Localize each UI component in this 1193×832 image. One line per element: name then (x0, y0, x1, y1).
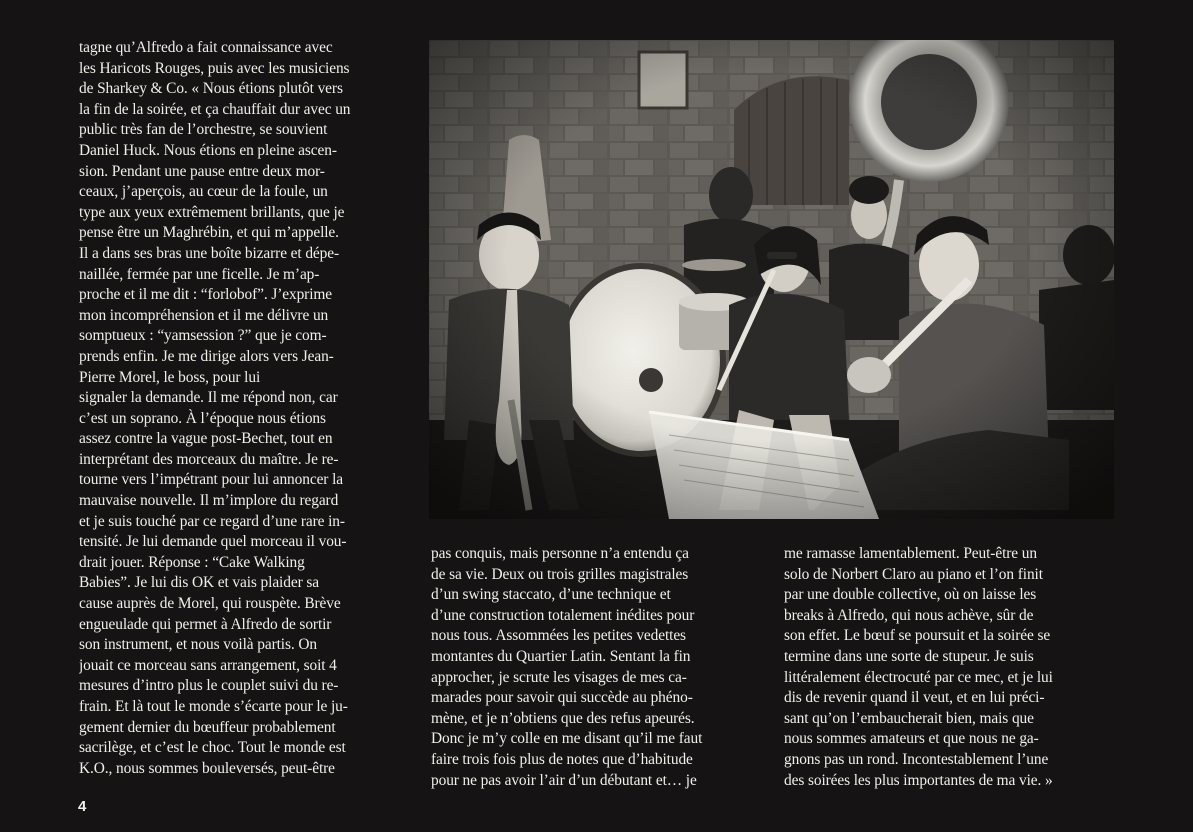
text-line: frain. Et là tout le monde s’écarte pour le ju- (79, 698, 348, 715)
text-line: Pierre Morel, le boss, pour lui (79, 368, 261, 386)
text-line: termine dans une sorte de stupeur. Je suis (784, 647, 1034, 665)
text-line: sant qu’on l’embaucherait bien, mais que (784, 709, 1034, 727)
text-line: gement dernier du bœuffeur probablement (79, 718, 336, 736)
text-line: assez contre la vague post-Bechet, tout en (79, 430, 333, 448)
text-line: tensité. Je lui demande quel morceau il vou- (79, 533, 347, 551)
text-column-3 (784, 544, 1119, 791)
text-line: d’une construction totalement inédites pour (431, 606, 695, 624)
text-line: Donc je m’y colle en me disant qu’il me faut (431, 730, 703, 748)
text-line: la fin de la soirée, et ça chauffait dur avec un (79, 100, 351, 118)
text-line: son instrument, et nous voilà partis. On (79, 636, 317, 654)
text-line: sion. Pendant une pause entre deux mor- (79, 162, 325, 180)
text-line: pas conquis, mais personne n’a entendu ça (431, 545, 689, 562)
text-line: faire trois fois plus de notes que d’habitude (431, 750, 693, 768)
text-line: drait jouer. Réponse : “Cake Walking (79, 553, 305, 571)
text-line: nous sommes amateurs et que nous ne ga- (784, 730, 1039, 748)
text-line: gnons pas un rond. Incontestablement l’une (784, 750, 1049, 768)
text-line: public très fan de l’orchestre, se souvient (79, 121, 328, 139)
text-line: mène, et je n’obtiens que des refus apeurés. (431, 709, 695, 727)
text-line: dis de revenir quand il veut, et en lui préci- (784, 689, 1045, 707)
text-line: mesures d’intro plus le couplet suivi du re- (79, 677, 339, 695)
text-line: nous tous. Assommées les petites vedettes (431, 627, 686, 645)
text-line: prends enfin. Je me dirige alors vers Jean- (79, 347, 334, 365)
text-line: interprétant des morceaux du maître. Je re- (79, 450, 339, 468)
text-line: breaks à Alfredo, qui nous achève, sûr de (784, 606, 1034, 624)
page-number: 4 (78, 798, 87, 815)
text-line: tourne vers l’impétrant pour lui annoncer la (79, 471, 343, 489)
jazz-band-photo (429, 40, 1114, 519)
text-line: des soirées les plus importantes de ma vie. » (784, 771, 1053, 789)
text-line: Daniel Huck. Nous étions en pleine ascen- (79, 141, 337, 159)
text-column-1 (79, 38, 414, 779)
text-line: solo de Norbert Claro au piano et l’on finit (784, 565, 1043, 583)
text-line: mon incompréhension et il me délivre un (79, 306, 329, 324)
text-line: c’est un soprano. À l’époque nous étions (79, 409, 326, 427)
text-line: Babies”. Je lui dis OK et vais plaider sa (79, 574, 319, 592)
text-line: K.O., nous sommes bouleversés, peut-être (79, 759, 335, 777)
text-line: les Haricots Rouges, puis avec les musiciens (79, 59, 350, 77)
text-line: de sa vie. Deux ou trois grilles magistrales (431, 565, 689, 583)
text-line: approcher, je scrute les visages de mes ca- (431, 668, 687, 686)
text-line: mauvaise nouvelle. Il m’implore du regard (79, 492, 339, 510)
text-line: son effet. Le bœuf se poursuit et la soirée se (784, 627, 1051, 645)
text-line: d’un swing staccato, d’une technique et (431, 586, 671, 604)
text-column-2 (431, 544, 761, 791)
text-line: naillée, fermée par une ficelle. Je m’ap- (79, 265, 320, 283)
text-line: signaler la demande. Il me répond non, car (79, 389, 338, 407)
text-line: Il a dans ses bras une boîte bizarre et dépe- (79, 244, 340, 262)
text-line: ceaux, j’aperçois, au cœur de la foule, un (79, 183, 328, 201)
text-line: montantes du Quartier Latin. Sentant la fin (431, 647, 691, 665)
text-line: littéralement électrocuté par ce mec, et je lui (784, 668, 1053, 686)
text-line: engueulade qui permet à Alfredo de sortir (79, 615, 332, 633)
text-line: proche et il me dit : “forlobof”. J’exprime (79, 286, 332, 304)
text-line: me ramasse lamentablement. Peut-être un (784, 545, 1037, 562)
text-line: tagne qu’Alfredo a fait connaissance avec (79, 39, 333, 56)
text-line: marades pour savoir qui succède au phéno- (431, 689, 693, 707)
text-line: pense être un Maghrébin, et qui m’appelle. (79, 224, 339, 242)
text-line: pour ne pas avoir l’air d’un débutant et… je (431, 771, 697, 789)
text-line: par une double collective, où on laisse les (784, 586, 1037, 604)
text-line: cause auprès de Morel, qui rouspète. Brève (79, 595, 341, 613)
text-line: somptueux : “yamsession ?” que je com- (79, 327, 327, 345)
text-line: et je suis touché par ce regard d’une rare in- (79, 512, 345, 530)
text-line: sacrilège, et c’est le choc. Tout le monde est (79, 739, 346, 757)
text-line: de Sharkey & Co. « Nous étions plutôt vers (79, 80, 343, 98)
text-line: type aux yeux extrêmement brillants, que je (79, 203, 345, 221)
text-line: jouait ce morceau sans arrangement, soit 4 (79, 656, 337, 674)
